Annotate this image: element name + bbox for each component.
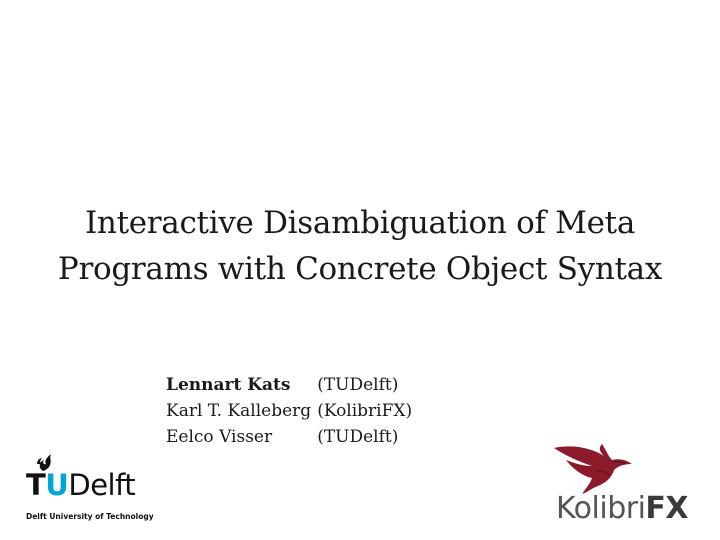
slide-title <box>0 200 720 292</box>
author-list <box>166 372 412 450</box>
hummingbird-icon <box>552 442 638 494</box>
author-row <box>166 398 412 424</box>
author-row <box>166 424 412 450</box>
tudelft-logo <box>24 452 164 528</box>
author-affiliation: (KolibriFX) <box>317 401 413 421</box>
title-line-2: Programs with Concrete Object Syntax <box>57 251 663 287</box>
kolibrifx-wordmark-main: Kolibri <box>556 491 646 526</box>
author-row <box>166 372 412 398</box>
tudelft-subtitle: Delft University of Technology <box>26 512 154 521</box>
tudelft-wordmark <box>26 468 135 502</box>
author-name: Lennart Kats <box>166 375 291 395</box>
tudelft-delft: Delft <box>68 468 136 502</box>
tudelft-t: T <box>26 468 46 502</box>
author-affiliation: (TUDelft) <box>317 375 399 395</box>
kolibrifx-logo <box>548 442 708 532</box>
author-name: Karl T. Kalleberg <box>166 401 312 421</box>
kolibrifx-wordmark <box>556 492 688 526</box>
kolibrifx-wordmark-fx: FX <box>645 491 689 526</box>
author-affiliation: (TUDelft) <box>317 427 399 447</box>
title-line-1: Interactive Disambiguation of Meta <box>84 205 636 241</box>
tudelft-u: U <box>45 468 69 502</box>
author-name: Eelco Visser <box>166 427 273 447</box>
